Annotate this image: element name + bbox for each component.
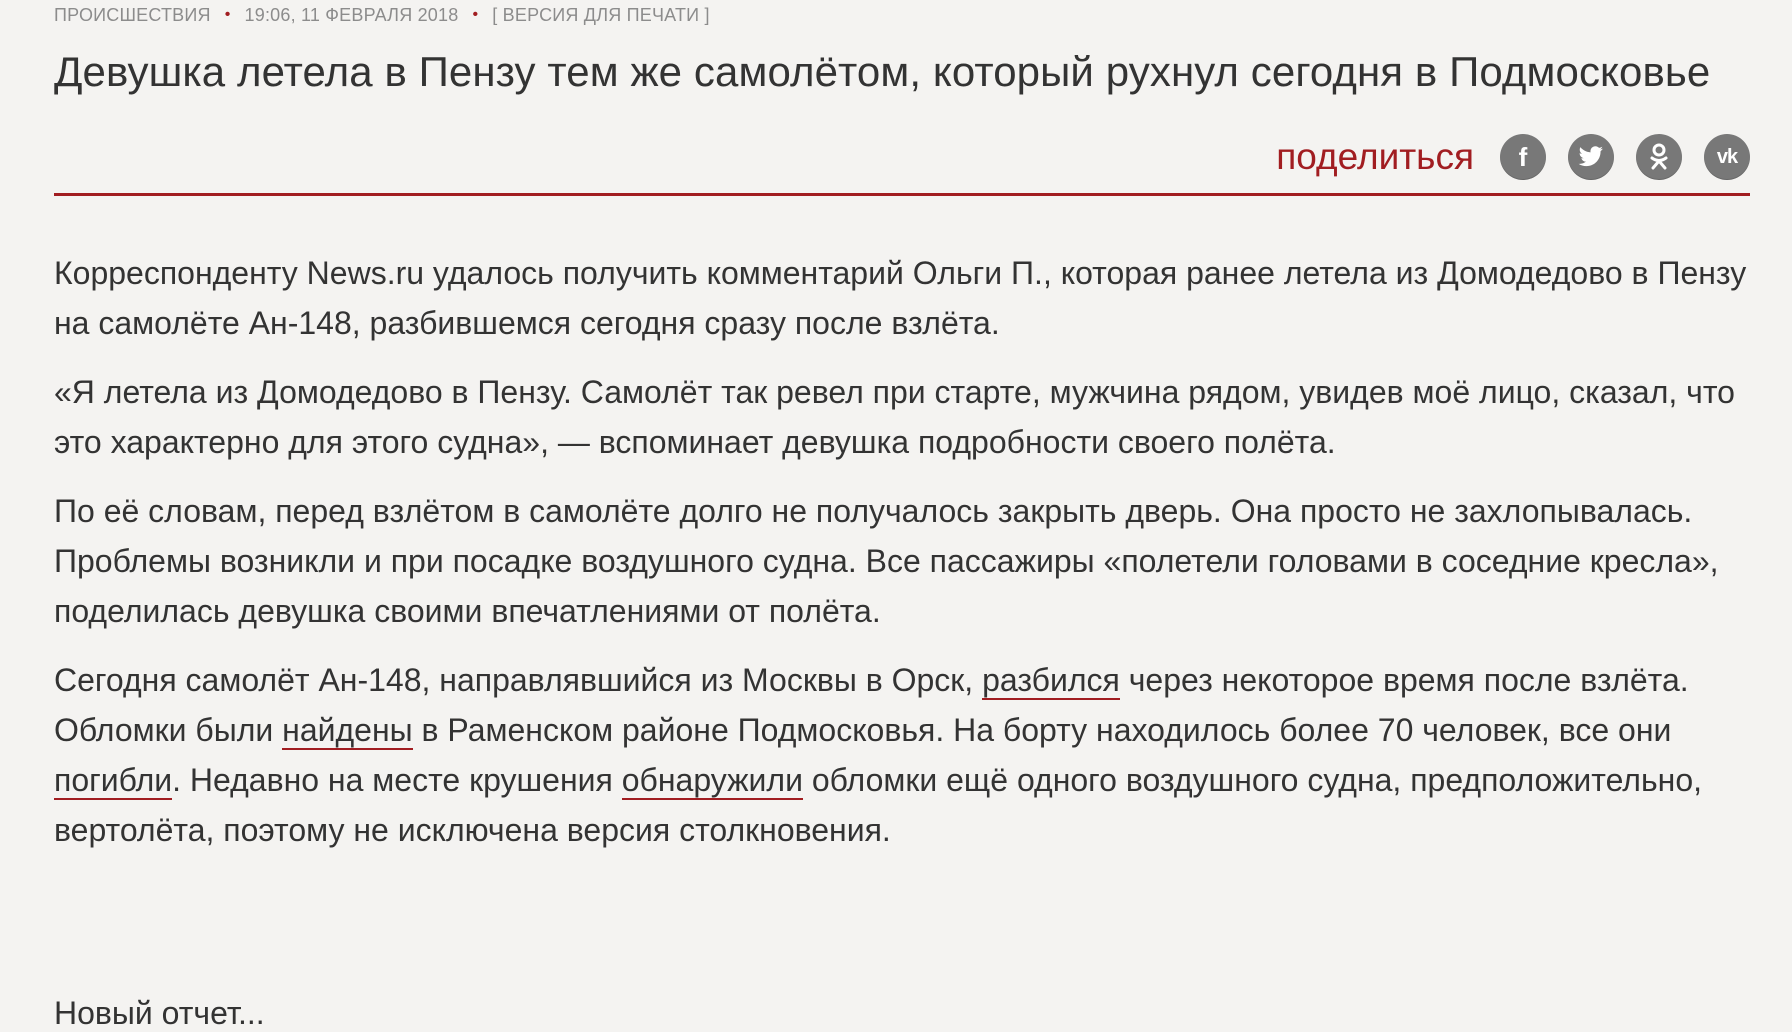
publish-datetime: 19:06, 11 ФЕВРАЛЯ 2018 (244, 4, 459, 25)
share-label: поделиться (1276, 136, 1474, 178)
paragraph-text: обломки ещё одного воздушного судна, предположительно, вертолёта, поэтому не исключена версия столкновения. (54, 762, 1702, 849)
paragraph-text: Сегодня самолёт Ан-148, направлявшийся из Москвы в Орск, (54, 662, 983, 699)
print-version-link[interactable]: [ ВЕРСИЯ ДЛЯ ПЕЧАТИ ] (492, 4, 710, 25)
died-link[interactable]: погибли (54, 762, 173, 799)
article-paragraph: Корреспонденту News.ru удалось получить комментарий Ольги П., которая ранее летела из Домодедово в Пензу на самолёте Ан-148, разбившемся сегодня сразу после взлёта. (54, 255, 1747, 342)
found-link[interactable]: найдены (282, 712, 413, 749)
article-page (54, 0, 1750, 874)
paragraph-text: . Недавно на месте крушения (172, 762, 622, 799)
paragraph-text: через некоторое время после взлёта. Обломки были (54, 662, 1689, 749)
odnoklassniki-share-button[interactable] (1636, 134, 1682, 180)
article-paragraph: По её словам, перед взлётом в самолёте долго не получалось закрыть дверь. Она просто не захлопывалась. Проблемы возникли и при посадке воздушного судна. Все пассажиры «полетели головами в соседние кресла», поделилась девушка своими впечатлениями от полёта. (54, 493, 1719, 630)
article-paragraph: «Я летела из Домодедово в Пензу. Самолёт так ревел при старте, мужчина рядом, увидев моё лицо, сказал, что это характерно для этого судна», — вспоминает девушка подробности своего полёта. (54, 374, 1735, 461)
meta-separator-dot: • (224, 6, 231, 23)
discovered-link[interactable]: обнаружили (621, 762, 803, 799)
meta-separator-dot: • (472, 6, 479, 23)
facebook-share-button[interactable] (1500, 134, 1546, 180)
odnoklassniki-icon (1649, 143, 1669, 171)
share-bar (54, 121, 1750, 193)
vk-share-button[interactable] (1704, 134, 1750, 180)
paragraph-text: в Раменском районе Подмосковья. На борту находилось более 70 человек, все они (412, 712, 1672, 749)
article-body (54, 248, 1750, 855)
crashed-link[interactable]: разбился (982, 662, 1120, 699)
article-headline: Девушка летела в Пензу тем же самолётом, который рухнул сегодня в Подмосковье (54, 48, 1711, 95)
header-divider (54, 193, 1750, 196)
twitter-share-button[interactable] (1568, 134, 1614, 180)
category-link[interactable]: ПРОИСШЕСТВИЯ (54, 4, 211, 25)
vk-icon: vk (1716, 145, 1738, 168)
article-paragraph (54, 655, 1750, 855)
article-meta (54, 0, 1750, 30)
next-section-heading: Новый отчет... (54, 995, 265, 1031)
facebook-icon: f (1518, 141, 1528, 172)
twitter-icon (1578, 146, 1604, 168)
